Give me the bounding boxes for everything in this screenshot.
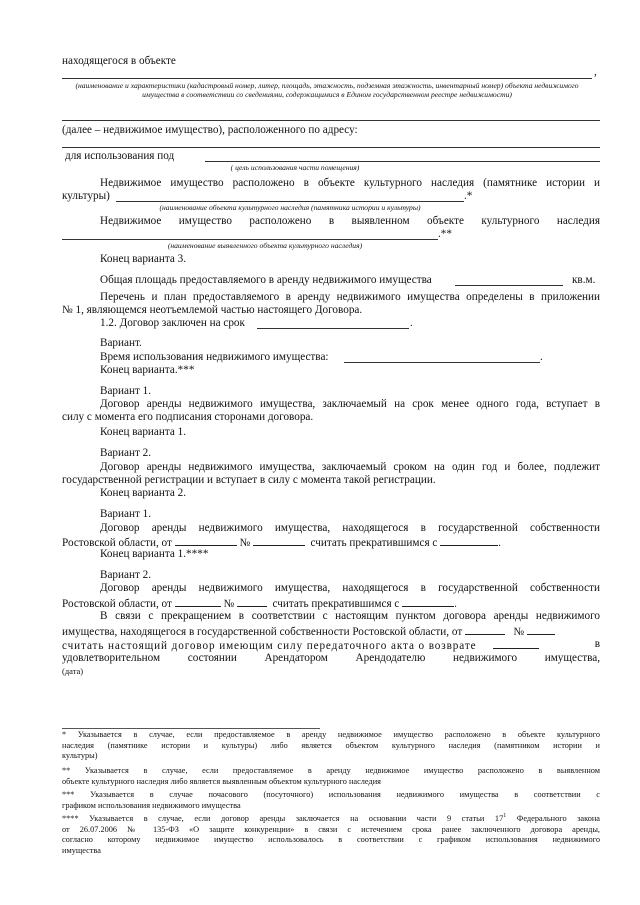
variant-time-label: Вариант. xyxy=(100,337,142,349)
variant1b-number-field xyxy=(253,535,305,546)
variant2b-p-return-date-field xyxy=(493,638,539,649)
variant1b-terminate-date-field xyxy=(440,535,498,546)
heritage-p1-end: .* xyxy=(464,190,473,202)
variant2b-p-number-field xyxy=(527,624,555,635)
variant2b-terminate-label: считать прекратившимся с xyxy=(272,598,400,610)
footnote-4-sup: 1 xyxy=(503,813,507,820)
date-caption: (дата) xyxy=(62,666,84,676)
heritage-p2-line1: Недвижимое имущество расположено в выявленном объекте культурного наследия xyxy=(100,215,600,227)
heritage-fill-line-1 xyxy=(116,201,464,202)
variant1b-date-field xyxy=(175,535,237,546)
footnote-3-line1: *** Указывается в случае почасового (посуточного) использования недвижимого имущества в соответствии с xyxy=(62,790,600,799)
variant1b-line1: Договор аренды недвижимого имущества, находящегося в государственной собственности xyxy=(100,522,600,534)
variant1-end: Конец варианта 1. xyxy=(100,426,187,438)
variant1b-label: Вариант 1. xyxy=(100,508,152,520)
use-fill-line xyxy=(205,161,600,162)
area-line: Общая площадь предоставляемого в аренду недвижимого имущества xyxy=(100,274,432,286)
footnote-1-line2: наследия (памятнике истории и культуры) либо является объектом культурного наследия (памятником истории и xyxy=(62,740,600,750)
heritage-p2-caption: (наименование выявленного объекта культурного наследия) xyxy=(167,241,363,250)
variant2b-p-line2 xyxy=(62,624,600,639)
end-variant-3: Конец варианта 3. xyxy=(100,253,187,265)
area-unit: кв.м. xyxy=(572,274,596,286)
footnote-3-line2: графиком использования недвижимого имущества xyxy=(62,800,241,810)
variant2b-p-line4: удовлетворительном состоянии Арендатором Арендодателю недвижимого имущества, xyxy=(62,652,600,664)
footnote-4-line1-b: Федерального закона xyxy=(506,814,600,823)
variant1b-end-mark: . xyxy=(498,537,501,549)
variant-time-end-mark: . xyxy=(540,351,543,363)
footnote-2 xyxy=(62,766,600,787)
heritage-p2-end: .** xyxy=(438,228,452,240)
term-fill-line xyxy=(257,328,409,329)
footnote-3 xyxy=(62,790,600,811)
footnote-4-line4: имущества xyxy=(62,845,101,855)
variant1-label: Вариант 1. xyxy=(100,385,152,397)
footnote-separator xyxy=(62,728,320,729)
use-label: для использования под xyxy=(65,150,175,162)
footnote-4-line1 xyxy=(62,814,600,825)
footnote-1-line1: * Указывается в случае, если предоставляемое в аренду недвижимое имущество расположено в объекте культурного xyxy=(62,730,600,739)
plan-line1: Перечень и план предоставляемого в аренду недвижимого имущества определены в приложении xyxy=(100,291,600,303)
variant2-label: Вариант 2. xyxy=(100,447,152,459)
term-end: . xyxy=(410,317,413,329)
variant2b-line2 xyxy=(62,596,457,611)
variant2b-p-number-sign: № xyxy=(513,626,525,638)
object-intro: находящегося в объекте xyxy=(62,55,176,67)
variant1-line1: Договор аренды недвижимого имущества, заключаемый на срок менее одного года, вступает в xyxy=(100,398,600,410)
variant1b-number-sign: № xyxy=(239,537,251,549)
footnote-4-line2: от 26.07.2006 № 135-ФЗ «О защите конкуренции» в связи с истечением срока ранее заключенного договора аренды, xyxy=(62,824,600,834)
footnote-2-line1: ** Указывается в случае, если предоставляемое в аренду недвижимое имущество расположено в выявленном xyxy=(62,766,600,775)
footnote-4-line3: согласно которому недвижимое имущество использовалось в соответствии с графиком использования недвижимого xyxy=(62,835,600,845)
address-fill-line xyxy=(62,147,600,148)
variant2-end: Конец варианта 2. xyxy=(100,487,187,499)
variant1b-from-label: Ростовской области, от xyxy=(62,537,172,549)
variant2b-number-sign: № xyxy=(223,598,235,610)
footnote-1-line3: культуры) xyxy=(62,751,98,761)
variant2b-line1: Договор аренды недвижимого имущества, находящегося в государственной собственности xyxy=(100,582,600,594)
variant2b-number-field xyxy=(237,596,267,607)
address-line: (далее – недвижимое имущество), расположенного по адресу: xyxy=(62,124,358,136)
object-line-2 xyxy=(62,120,600,121)
footnote-4-line1-a: **** Указывается в случае, если договор аренды заключается на основании части 9 статьи 17 xyxy=(62,814,504,823)
time-fill-line xyxy=(344,362,540,363)
term-line: 1.2. Договор заключен на срок xyxy=(100,317,245,329)
variant1b-terminate-label: считать прекратившимся с xyxy=(310,537,438,549)
variant-time-line: Время использования недвижимого имущества: xyxy=(100,351,329,363)
variant2b-p-line1: В связи с прекращением в соответствии с настоящим пунктом договора аренды недвижимого xyxy=(100,610,600,622)
variant2b-p-act-text: считать настоящий договор имеющим силу передаточного акта о возврате xyxy=(62,640,477,652)
variant-time-end: Конец варианта.*** xyxy=(100,364,195,376)
area-fill-line xyxy=(455,285,563,286)
footnote-2-line2: объекте культурного наследия либо является выявленным объектом культурного наследия xyxy=(62,776,381,786)
variant2b-label: Вариант 2. xyxy=(100,569,152,581)
heritage-p1-line1: Недвижимое имущество расположено в объекте культурного наследия (памятнике истории и xyxy=(100,177,600,189)
object-name-line xyxy=(62,78,592,79)
variant2b-p-in: в xyxy=(594,638,600,650)
heritage-p1-caption: (наименование объекта культурного наследия (памятника истории и культуры) xyxy=(159,203,421,212)
heritage-p1-line2-start: культуры) xyxy=(62,190,110,202)
plan-line2: № 1, являющемся неотъемлемой частью настоящего Договора. xyxy=(62,304,363,316)
variant1b-end: Конец варианта 1.**** xyxy=(100,548,209,560)
footnote-1 xyxy=(62,730,600,762)
footnote-4 xyxy=(62,814,600,856)
variant2b-from-label: Ростовской области, от xyxy=(62,598,172,610)
variant2b-p-from-label: имущества, находящегося в государственной собственности Ростовской области, от xyxy=(62,626,463,638)
variant2b-p-date-field xyxy=(465,624,505,635)
heritage-fill-line-2 xyxy=(62,239,438,240)
variant2-line1: Договор аренды недвижимого имущества, заключаемый сроком на один год и более, подлежит xyxy=(100,461,600,473)
variant2-line2: государственной регистрации и вступает в силу с момента такой регистрации. xyxy=(62,474,436,486)
variant2b-terminate-date-field xyxy=(402,596,454,607)
use-caption: ( цель использования части помещения) xyxy=(230,163,360,172)
variant2b-end-mark: . xyxy=(454,598,457,610)
variant2b-date-field xyxy=(175,596,221,607)
variant1-line2: силу с момента его подписания сторонами договора. xyxy=(62,411,314,423)
object-caption: (наименование и характеристики (кадастровый номер, литер, площадь, этажность, подземная этажность, инвентарный номер) объекта недвижимого имущества в соответствии со сведениями, содержащимися в Едином государственном реестре недвижимости) xyxy=(75,81,579,99)
object-comma: , xyxy=(594,66,597,78)
variant2b-p-line3 xyxy=(62,638,600,653)
